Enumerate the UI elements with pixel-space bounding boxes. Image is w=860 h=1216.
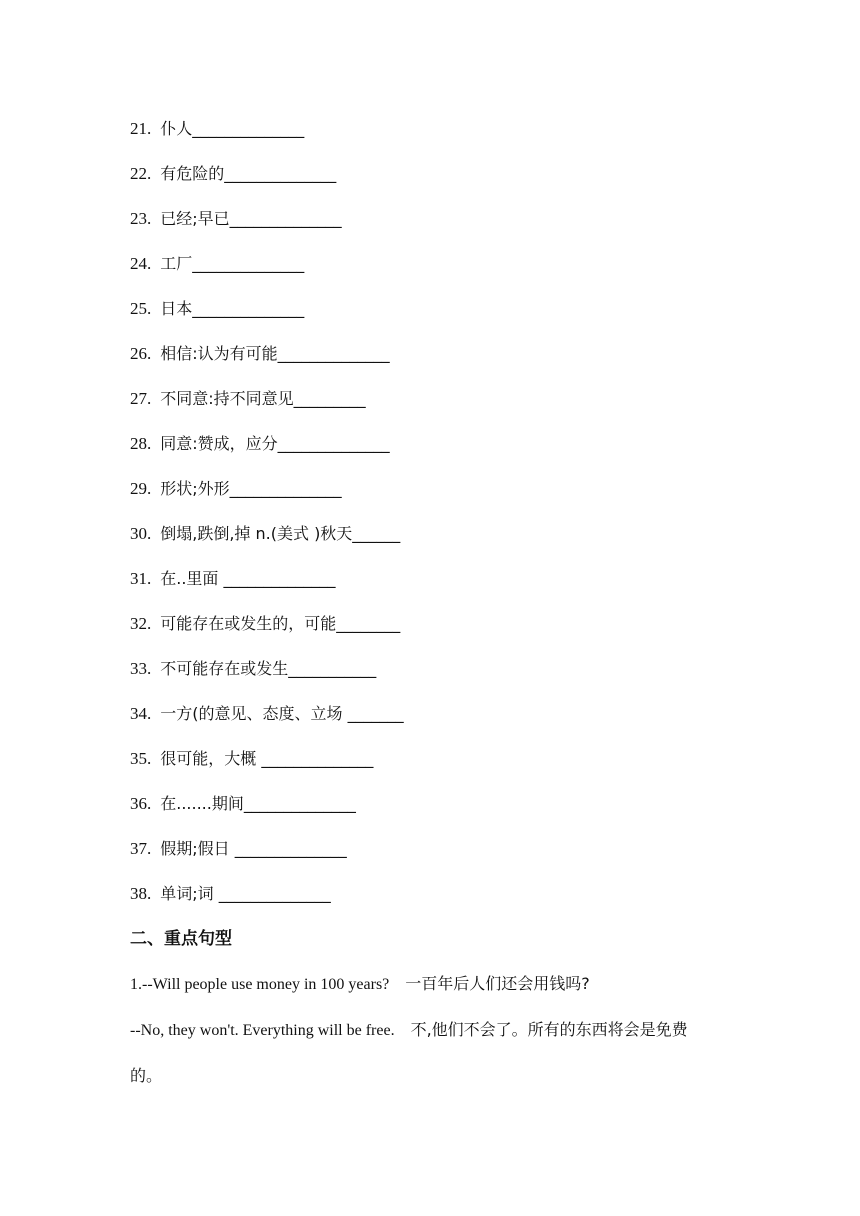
vocab-item-23 (130, 205, 750, 250)
item-text: 一方(的意见、态度、立场 _______ (160, 704, 404, 723)
vocab-item-38 (130, 880, 750, 925)
item-text: 不可能存在或发生___________ (160, 659, 377, 678)
item-text: 假期;假日 ______________ (160, 839, 347, 858)
item-text: 不同意:持不同意见_________ (160, 389, 366, 408)
item-text: 已经;早已______________ (160, 209, 342, 228)
item-number: 28. (130, 434, 152, 453)
item-text: 在.......期间______________ (160, 794, 356, 813)
sentence-2-chinese-cont: 的。 (130, 1066, 163, 1085)
item-number: 27. (130, 389, 152, 408)
item-number: 21. (130, 119, 152, 138)
item-number: 24. (130, 254, 152, 273)
item-text: 仆人______________ (160, 119, 305, 138)
item-number: 38. (130, 884, 152, 903)
vocab-item-36 (130, 790, 750, 835)
item-text: 日本______________ (160, 299, 305, 318)
item-text: 倒塌,跌倒,掉 n.(美式 )秋天______ (160, 524, 401, 543)
vocab-list (130, 115, 750, 925)
item-number: 30. (130, 524, 152, 543)
item-number: 32. (130, 614, 152, 633)
item-text: 单词;词 ______________ (160, 884, 331, 903)
vocab-item-25 (130, 295, 750, 340)
sentence-2 (130, 1016, 750, 1045)
vocab-item-22 (130, 160, 750, 205)
vocab-item-29 (130, 475, 750, 520)
sentence-2-english: --No, they won't. Everything will be free. (130, 1022, 395, 1039)
item-number: 23. (130, 209, 152, 228)
vocab-item-31 (130, 565, 750, 610)
item-number: 26. (130, 344, 152, 363)
item-number: 36. (130, 794, 152, 813)
sentence-1-chinese: 一百年后人们还会用钱吗? (405, 974, 590, 993)
item-number: 37. (130, 839, 152, 858)
item-text: 在..里面 ______________ (160, 569, 336, 588)
item-number: 34. (130, 704, 152, 723)
vocab-item-21 (130, 115, 750, 160)
sentence-2-continuation (130, 1062, 750, 1091)
item-text: 有危险的______________ (160, 164, 337, 183)
vocab-item-35 (130, 745, 750, 790)
item-text: 相信:认为有可能______________ (160, 344, 390, 363)
item-number: 22. (130, 164, 152, 183)
vocab-item-24 (130, 250, 750, 295)
vocab-item-33 (130, 655, 750, 700)
item-text: 形状;外形______________ (160, 479, 342, 498)
vocab-item-37 (130, 835, 750, 880)
item-number: 25. (130, 299, 152, 318)
sentence-1-english: 1.--Will people use money in 100 years? (130, 976, 390, 993)
item-text: 很可能，大概 ______________ (160, 749, 374, 768)
vocab-item-26 (130, 340, 750, 385)
section-heading: 二、重点句型 (130, 929, 232, 949)
vocab-item-30 (130, 520, 750, 565)
item-number: 35. (130, 749, 152, 768)
sentence-2-chinese: 不,他们不会了。所有的东西将会是免费 (410, 1020, 688, 1039)
vocab-item-32 (130, 610, 750, 655)
item-text: 同意:赞成，应分______________ (160, 434, 390, 453)
vocab-item-34 (130, 700, 750, 745)
item-number: 33. (130, 659, 152, 678)
vocab-item-27 (130, 385, 750, 430)
sentence-1 (130, 970, 750, 999)
item-number: 29. (130, 479, 152, 498)
item-number: 31. (130, 569, 152, 588)
key-sentences (130, 970, 750, 1108)
item-text: 可能存在或发生的，可能________ (160, 614, 401, 633)
item-text: 工厂______________ (160, 254, 305, 273)
vocab-item-28 (130, 430, 750, 475)
